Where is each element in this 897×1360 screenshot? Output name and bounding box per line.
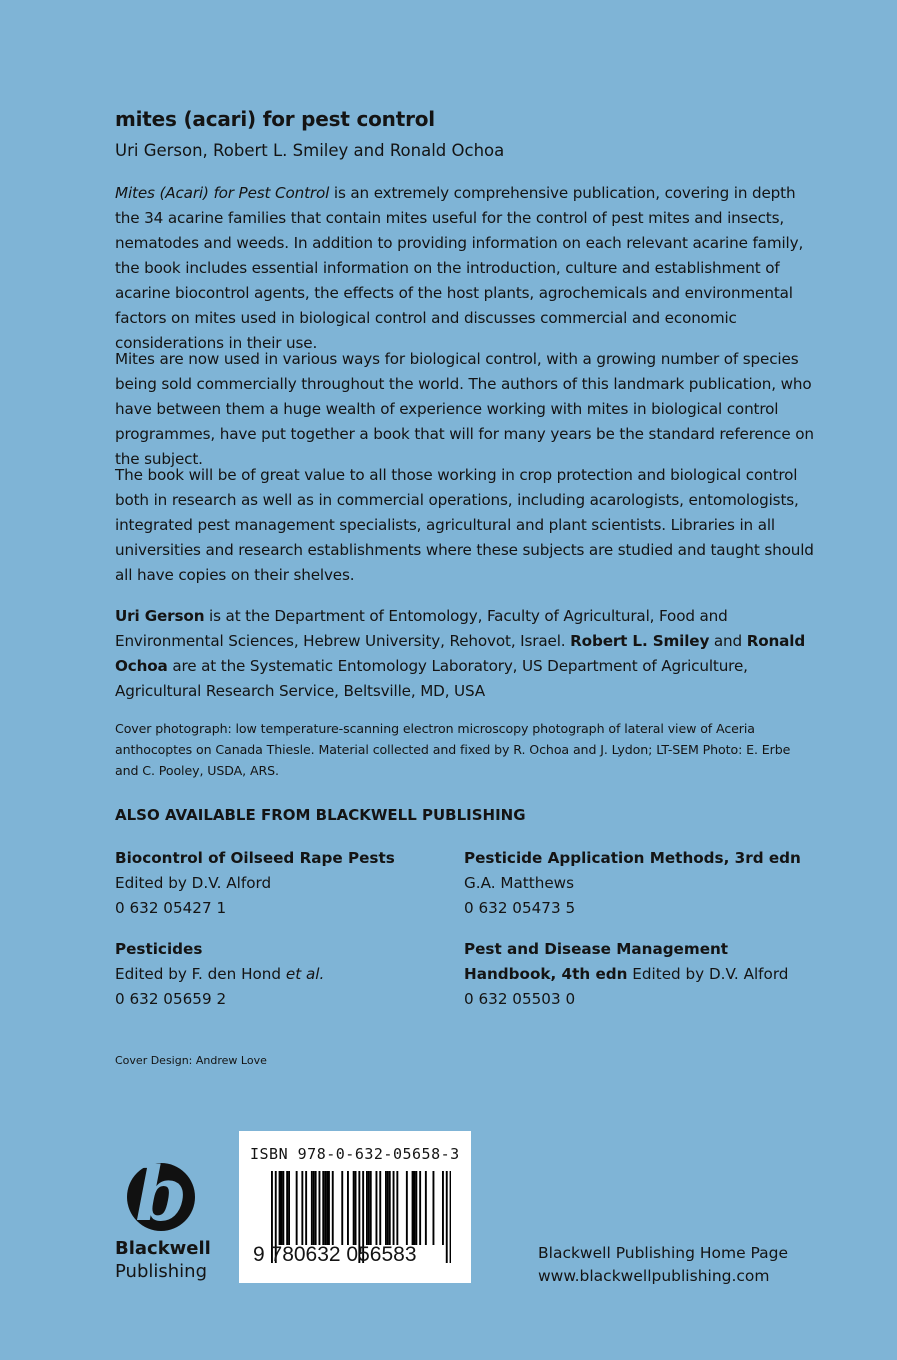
book-entry-title: Pesticides [115,940,203,958]
barcode-bar [370,1171,372,1245]
cover-photo-credit: Cover photograph: low temperature-scanning electron microscopy photograph of lateral view of Aceria anthocoptes on Canada Thiesle. Material collected and fixed by R. Ochoa and J. Lydon; LT-SEM Photo: E. Erbe and C. Pooley, USDA, ARS. [115,721,791,778]
homepage-label: Blackwell Publishing Home Page [538,1244,789,1262]
barcode-bar [393,1171,395,1245]
barcode-bar [324,1171,326,1245]
barcode-bar [385,1171,387,1245]
barcode-bar [326,1171,328,1245]
book-entry-isbn: 0 632 05427 1 [115,899,227,917]
barcode-bar [425,1171,427,1245]
book-entry [115,937,465,1012]
barcode-bar [387,1171,389,1245]
barcode-bar [442,1171,444,1245]
homepage-block [538,1242,788,1288]
isbn-text: ISBN 978-0-632-05658-3 [250,1145,460,1163]
barcode-bar [419,1171,421,1245]
book-entry-isbn: 0 632 05503 0 [464,990,576,1008]
author-name: Robert L. Smiley [570,632,710,650]
barcode-bar [341,1171,343,1245]
barcode-bar [414,1171,416,1245]
barcode-label [239,1131,471,1283]
barcode-bar [415,1171,417,1245]
description-paragraph-2: Mites are now used in various ways for biological control, with a growing number of species being sold commercially throughout the world. The authors of this landmark publication, who have between them a huge wealth of experience working with mites in biological control programmes, have put together a book that will for many years be the standard reference on the subject. [115,350,814,468]
book-entry-title: Pest and Disease Management Handbook, 4th edn [464,940,729,983]
barcode-bar [446,1171,448,1263]
book-entry [115,846,465,921]
blackwell-logo-letter: b [135,1152,187,1238]
barcode-bar [281,1171,283,1245]
book-entry-editor: Edited by D.V. Alford [627,965,789,983]
book-entry-editor: G.A. Matthews [464,874,574,892]
author-bio [115,604,815,704]
book-entry-editor [115,962,465,987]
homepage-url[interactable]: www.blackwellpublishing.com [538,1267,770,1285]
barcode-bar [396,1171,398,1245]
author-name: Ronald Ochoa [115,632,806,675]
description-paragraph-1 [115,181,815,356]
barcode-bar [282,1171,284,1245]
barcode-bar [305,1171,307,1245]
barcode-bar [376,1171,378,1245]
book-entry-isbn: 0 632 05659 2 [115,990,227,1008]
bio-text: and [709,632,747,650]
book-title: mites (acari) for pest control [115,107,435,131]
barcode-bar [301,1171,303,1245]
barcode-digits: 9 780632 056583 [253,1243,417,1266]
book-authors: Uri Gerson, Robert L. Smiley and Ronald Ochoa [115,141,505,160]
barcode-bar [355,1171,357,1245]
barcode-bar [368,1171,370,1245]
publisher-sub: Publishing [115,1261,207,1282]
barcode-bar [433,1171,435,1245]
publisher-name: Blackwell [115,1238,211,1259]
editor-text: Edited by F. den Hond [115,965,286,983]
book-entry-isbn: 0 632 05473 5 [464,899,576,917]
barcode-bar [296,1171,298,1245]
description-paragraph-3: The book will be of great value to all those working in crop protection and biological control both in research as well as in commercial operations, including acarologists, entomologists, integrated pest management specialists, agricultural and plant scientists. Libraries in all universities and research establishments where these subjects are studied and taught should all have copies on their shelves. [115,466,814,584]
barcode-bar [353,1171,355,1245]
barcode-bar [332,1171,334,1245]
barcode-bar [379,1171,381,1245]
barcode-bar [412,1171,414,1245]
cover-design-credit: Cover Design: Andrew Love [115,1054,267,1067]
barcode-bar [366,1171,368,1245]
barcode-bar [406,1171,408,1245]
author-name: Uri Gerson [115,607,205,625]
book-entry [464,937,809,1012]
book-entry-title: Pesticide Application Methods, 3rd edn [464,849,801,867]
barcode-bar [286,1171,288,1245]
book-entry [464,846,814,921]
barcode-bar [328,1171,330,1245]
bio-text: are at the Systematic Entomology Laboratory, US Department of Agriculture, Agricultural Research Service, Beltsville, MD, USA [115,657,748,700]
book-title-italic: Mites (Acari) for Pest Control [115,184,330,202]
paragraph-text: is an extremely comprehensive publication, covering in depth the 34 acarine families that contain mites useful for the control of pest mites and insects, nematodes and weeds. In addition to providing information on each relevant acarine family, the book includes essential information on the introduction, culture and establishment of acarine biocontrol agents, the effects of the host plants, agrochemicals and environmental factors on mites used in biological control and discusses commercial and economic considerations in their use. [115,184,804,352]
barcode-bar [288,1171,290,1245]
barcode-bar [347,1171,349,1245]
barcode-bar [389,1171,391,1245]
barcode-bar [313,1171,315,1245]
barcode-bar [315,1171,317,1245]
barcode-bar [450,1171,451,1263]
book-entry-editor: Edited by D.V. Alford [115,874,272,892]
barcode-bar [319,1171,321,1245]
also-available-heading: ALSO AVAILABLE FROM BLACKWELL PUBLISHING [115,806,526,824]
book-entry-title: Biocontrol of Oilseed Rape Pests [115,849,395,867]
bio-text: is at the Department of Entomology, Faculty of Agricultural, Food and Environmental Sciences, Hebrew University, Rehovot, Israel. [115,607,728,650]
barcode-bar [311,1171,313,1245]
editor-et-al: et al. [285,965,325,983]
barcode-bar [322,1171,324,1245]
barcode-bar [279,1171,281,1245]
